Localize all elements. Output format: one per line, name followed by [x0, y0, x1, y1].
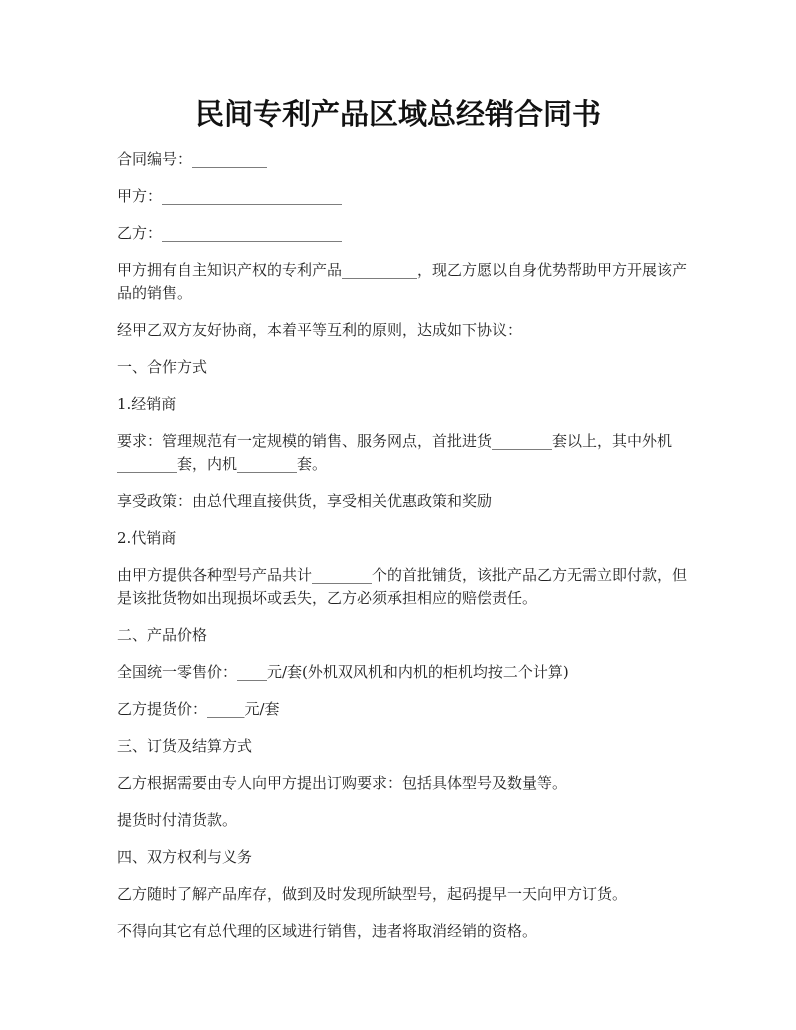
contract-number-line: 合同编号：__________: [117, 150, 268, 168]
document-title: 民间专利产品区域总经销合同书: [194, 97, 601, 131]
paragraph: 要求：管理规范有一定规模的销售、服务网点，首批进货________套以上，其中外机________套，内机________套。: [117, 432, 673, 473]
paragraph: 提货时付清货款。: [117, 811, 238, 829]
paragraph: 享受政策：由总代理直接供货，享受相关优惠政策和奖励: [117, 492, 493, 510]
subsection-heading: 2.代销商: [117, 529, 177, 547]
paragraph: 乙方提货价：_____元/套: [117, 700, 280, 718]
paragraph: 乙方根据需要由专人向甲方提出订购要求：包括具体型号及数量等。: [117, 774, 568, 792]
subsection-heading: 1.经销商: [117, 395, 177, 413]
section-heading: 二、产品价格: [117, 626, 208, 644]
section-heading: 三、订货及结算方式: [117, 737, 253, 755]
agreement-paragraph: 经甲乙双方友好协商，本着平等互利的原则，达成如下协议：: [117, 321, 523, 339]
section-heading: 一、合作方式: [117, 358, 208, 376]
paragraph: 乙方随时了解产品库存，做到及时发现所缺型号，起码提早一天向甲方订货。: [117, 885, 628, 903]
document-body: [117, 148, 689, 957]
paragraph: 由甲方提供各种型号产品共计________个的首批铺货，该批产品乙方无需立即付款，但是该批货物如出现损坏或丢失，乙方必须承担相应的赔偿责任。: [117, 566, 688, 607]
section-heading: 四、双方权利与义务: [117, 848, 253, 866]
intro-paragraph: 甲方拥有自主知识产权的专利产品__________，现乙方愿以自身优势帮助甲方开展该产品的销售。: [117, 261, 688, 302]
party-a-line: 甲方：________________________: [117, 187, 343, 205]
party-b-line: 乙方：________________________: [117, 224, 343, 242]
paragraph: 不得向其它有总代理的区域进行销售，违者将取消经销的资格。: [117, 922, 538, 940]
paragraph: 全国统一零售价：____元/套(外机双风机和内机的柜机均按二个计算): [117, 663, 569, 681]
